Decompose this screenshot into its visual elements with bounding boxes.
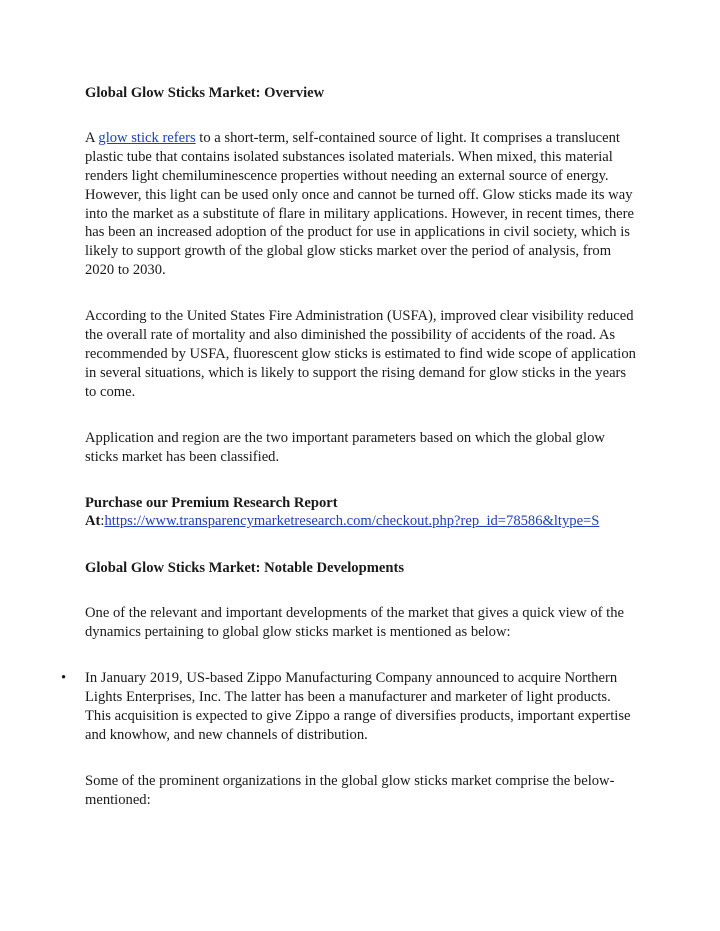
- purchase-label: Purchase our Premium Research Report: [85, 494, 338, 511]
- developments-heading: Global Glow Sticks Market: Notable Developments: [85, 560, 405, 577]
- purchase-at-label: At: [85, 513, 101, 530]
- purchase-link[interactable]: https://www.transparencymarketresearch.com/checkout.php?rep_id=78586&ltype=S: [104, 513, 600, 530]
- developments-closing: Some of the prominent organizations in the global glow sticks market comprise the below-mentioned:: [85, 772, 615, 808]
- list-item-text: In January 2019, US-based Zippo Manufacturing Company announced to acquire Northern Lights Enterprises, Inc. The latter has been a manufacturer and marketer of light products. This acquisition is expected to give Zippo a range of diversifies products, important expertise and knowhow, and new channels of distribution.: [85, 670, 631, 743]
- developments-intro: One of the relevant and important developments of the market that gives a quick view of the dynamics pertaining to global glow sticks market is mentioned as below:: [85, 605, 624, 641]
- purchase-report: [85, 494, 640, 532]
- developments-list: [61, 669, 640, 745]
- overview-paragraph-1: [85, 129, 640, 280]
- bullet-icon: •: [61, 670, 67, 687]
- overview-paragraph-2: According to the United States Fire Administration (USFA), improved clear visibility reduced the overall rate of mortality and also diminished the possibility of accidents of the road. As recommended by USFA, fluorescent glow sticks is estimated to find wide scope of application in several situations, which is likely to support the rising demand for glow sticks in the years to come.: [85, 308, 636, 400]
- list-item: [61, 669, 640, 745]
- document-page: [61, 84, 640, 836]
- overview-paragraph-3: Application and region are the two important parameters based on which the global glow sticks market has been classified.: [85, 429, 605, 465]
- overview-heading: Global Glow Sticks Market: Overview: [85, 85, 325, 101]
- glow-stick-link[interactable]: glow stick refers: [98, 129, 196, 146]
- purchase-colon: :: [100, 513, 105, 530]
- paragraph-prefix: A: [85, 129, 99, 146]
- paragraph-text: to a short-term, self-contained source of light. It comprises a translucent plastic tube that contains isolated substances isolated materials. When mixed, this material renders light chemiluminescence properties without needing an external source of energy. However, this light can be used only once and cannot be turned off. Glow sticks made its way into the market as a substitute of flare in military applications. However, in recent times, there has been an increased adoption of the product for use in applications in civil society, which is likely to support growth of the global glow sticks market over the period of analysis, from 2020 to 2030.: [85, 129, 634, 279]
